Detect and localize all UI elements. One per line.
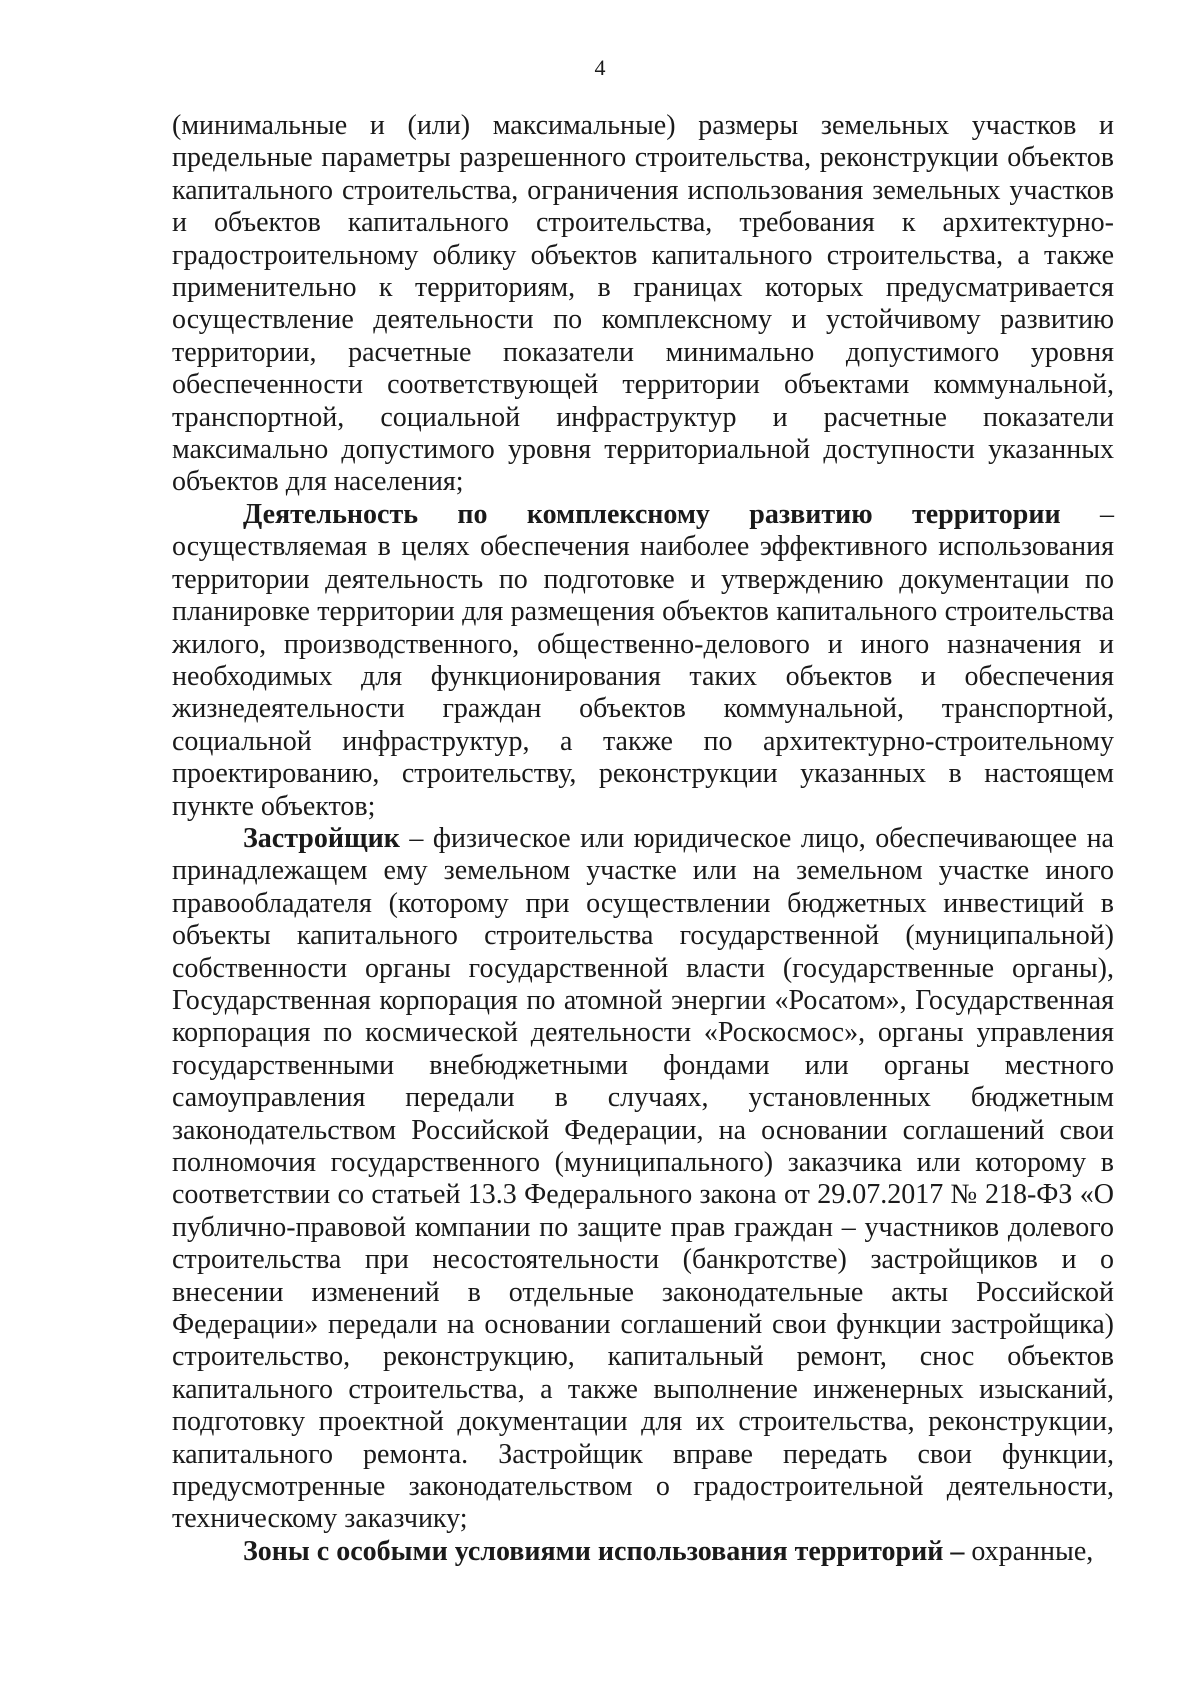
definition-paragraph xyxy=(172,499,1114,823)
definition-term: Зоны с особыми условиями использования территорий – xyxy=(243,1535,965,1567)
page-number: 4 xyxy=(594,55,606,80)
definition-paragraph xyxy=(172,1536,1114,1568)
definition-text: – физическое или юридическое лицо, обеспечивающее на принадлежащем ему земельном участке или на земельном участке иного правообладателя (которому при осуществлении бюджетных инвестиций в объекты капитального строительства государственной (муниципальной) собственности органы государственной власти (государственные органы), Государственная корпорация по атомной энергии «Росатом», Государственная корпорация по космической деятельности «Роскосмос», органы управления государственными внебюджетными фондами или органы местного самоуправления передали в случаях, установленных бюджетным законодательством Российской Федерации, на основании соглашений свои полномочия государственного (муниципального) заказчика или которому в соответствии со статьей 13.3 Федерального закона от 29.07.2017 № 218-ФЗ «О публично-правовой компании по защите прав граждан – участников долевого строительства при несостоятельности (банкротстве) застройщиков и о внесении изменений в отдельные законодательные акты Российской Федерации» передали на основании соглашений свои функции застройщика) строительство, реконструкцию, капитальный ремонт, снос объектов капитального строительства, а также выполнение инженерных изысканий, подготовку проектной документации для их строительства, реконструкции, капитального ремонта. Застройщик вправе передать свои функции, предусмотренные законодательством о градостроительной деятельности, техническому заказчику; xyxy=(172,822,1114,1535)
definition-text: охранные, xyxy=(964,1535,1094,1567)
definition-text: – осуществляемая в целях обеспечения наиболее эффективного использования территории деятельность по подготовке и утверждению документации по планировке территории для размещения объектов капитального строительства жилого, производственного, общественно-делового и иного назначения и необходимых для функционирования таких объектов и обеспечения жизнедеятельности граждан объектов коммунальной, транспортной, социальной инфраструктур, а также по архитектурно-строительному проектированию, строительству, реконструкции указанных в настоящем пункте объектов; xyxy=(172,498,1114,822)
paragraph-continuation xyxy=(172,110,1114,499)
definition-term: Застройщик xyxy=(243,822,400,854)
definition-term: Деятельность по комплексному развитию территории xyxy=(243,498,1061,530)
definition-paragraph xyxy=(172,823,1114,1536)
paragraph-text: (минимальные и (или) максимальные) размеры земельных участков и предельные параметры разрешенного строительства, реконструкции объектов капитального строительства, ограничения использования земельных участков и объектов капитального строительства, требования к архитектурно-градостроительному облику объектов капитального строительства, а также применительно к территориям, в границах которых предусматривается осуществление деятельности по комплексному и устойчивому развитию территории, расчетные показатели минимально допустимого уровня обеспеченности соответствующей территории объектами коммунальной, транспортной, социальной инфраструктур и расчетные показатели максимально допустимого уровня территориальной доступности указанных объектов для населения; xyxy=(172,110,1114,498)
document-body xyxy=(172,110,1114,1568)
